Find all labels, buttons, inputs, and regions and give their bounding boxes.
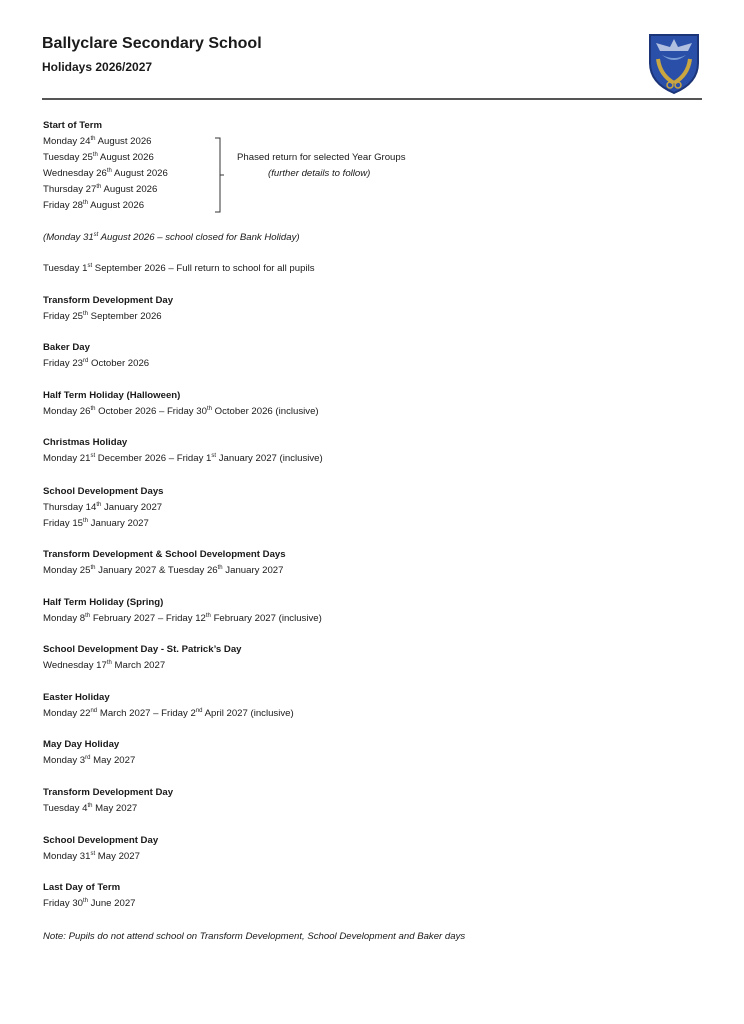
- further-details-note: (further details to follow): [268, 168, 371, 179]
- section-date: Friday 23rd October 2026: [43, 358, 150, 369]
- section-date: Friday 15th January 2027: [43, 517, 149, 529]
- section-date: Monday 21st December 2026 – Friday 1st January 2027 (inclusive): [43, 453, 323, 464]
- section-heading: Half Term Holiday (Spring): [43, 597, 164, 608]
- section-heading: Transform Development Day: [43, 787, 174, 798]
- term-start-day: Thursday 27th August 2026: [43, 184, 158, 195]
- school-title: Ballyclare Secondary School: [42, 35, 262, 52]
- footer-note: Note: Pupils do not attend school on Transform Development, School Development and Baker days: [43, 931, 466, 942]
- section-date: Thursday 14th January 2027: [43, 502, 163, 513]
- full-return-line: Tuesday 1st September 2026 – Full return to school for all pupils: [43, 263, 315, 274]
- section-heading: Half Term Holiday (Halloween): [43, 390, 181, 401]
- term-start-day: Wednesday 26th August 2026: [43, 168, 168, 179]
- section-date: Monday 22nd March 2027 – Friday 2nd April 2027 (inclusive): [43, 708, 294, 719]
- section-heading: Transform Development & School Development Days: [43, 549, 286, 560]
- section-heading: Christmas Holiday: [43, 437, 128, 448]
- section-date: Monday 31st May 2027: [43, 851, 140, 862]
- section-heading: Transform Development Day: [43, 295, 174, 306]
- section-heading: School Development Days: [43, 486, 164, 497]
- section-date: Monday 3rd May 2027: [43, 755, 136, 766]
- section-heading: School Development Day - St. Patrick’s Day: [43, 644, 242, 655]
- header-divider: [42, 98, 702, 100]
- section-heading: Baker Day: [43, 342, 90, 353]
- section-date: Wednesday 17th March 2027: [43, 660, 166, 671]
- term-start-day: Monday 24th August 2026: [43, 136, 152, 147]
- bracket-icon: [214, 137, 224, 213]
- section-date: Monday 8th February 2027 – Friday 12th February 2027 (inclusive): [43, 613, 322, 624]
- section-date: Monday 26th October 2026 – Friday 30th October 2026 (inclusive): [43, 406, 319, 417]
- start-of-term-heading: Start of Term: [43, 120, 102, 131]
- section-heading: May Day Holiday: [43, 739, 120, 750]
- section-date: Monday 25th January 2027 & Tuesday 26th January 2027: [43, 565, 284, 576]
- section-date: Friday 30th June 2027: [43, 898, 136, 909]
- school-crest-icon: [648, 33, 700, 95]
- section-date: Friday 25th September 2026: [43, 311, 162, 322]
- section-date: Tuesday 4th May 2027: [43, 803, 138, 814]
- section-heading: Easter Holiday: [43, 692, 110, 703]
- section-heading: School Development Day: [43, 835, 159, 846]
- term-start-day: Friday 28th August 2026: [43, 200, 145, 211]
- bank-holiday-note: (Monday 31st August 2026 – school closed for Bank Holiday): [43, 232, 300, 243]
- section-heading: Last Day of Term: [43, 882, 121, 893]
- document-subtitle: Holidays 2026/2027: [42, 60, 153, 74]
- phased-return-note: Phased return for selected Year Groups: [237, 152, 406, 163]
- term-start-day: Tuesday 25th August 2026: [43, 152, 154, 163]
